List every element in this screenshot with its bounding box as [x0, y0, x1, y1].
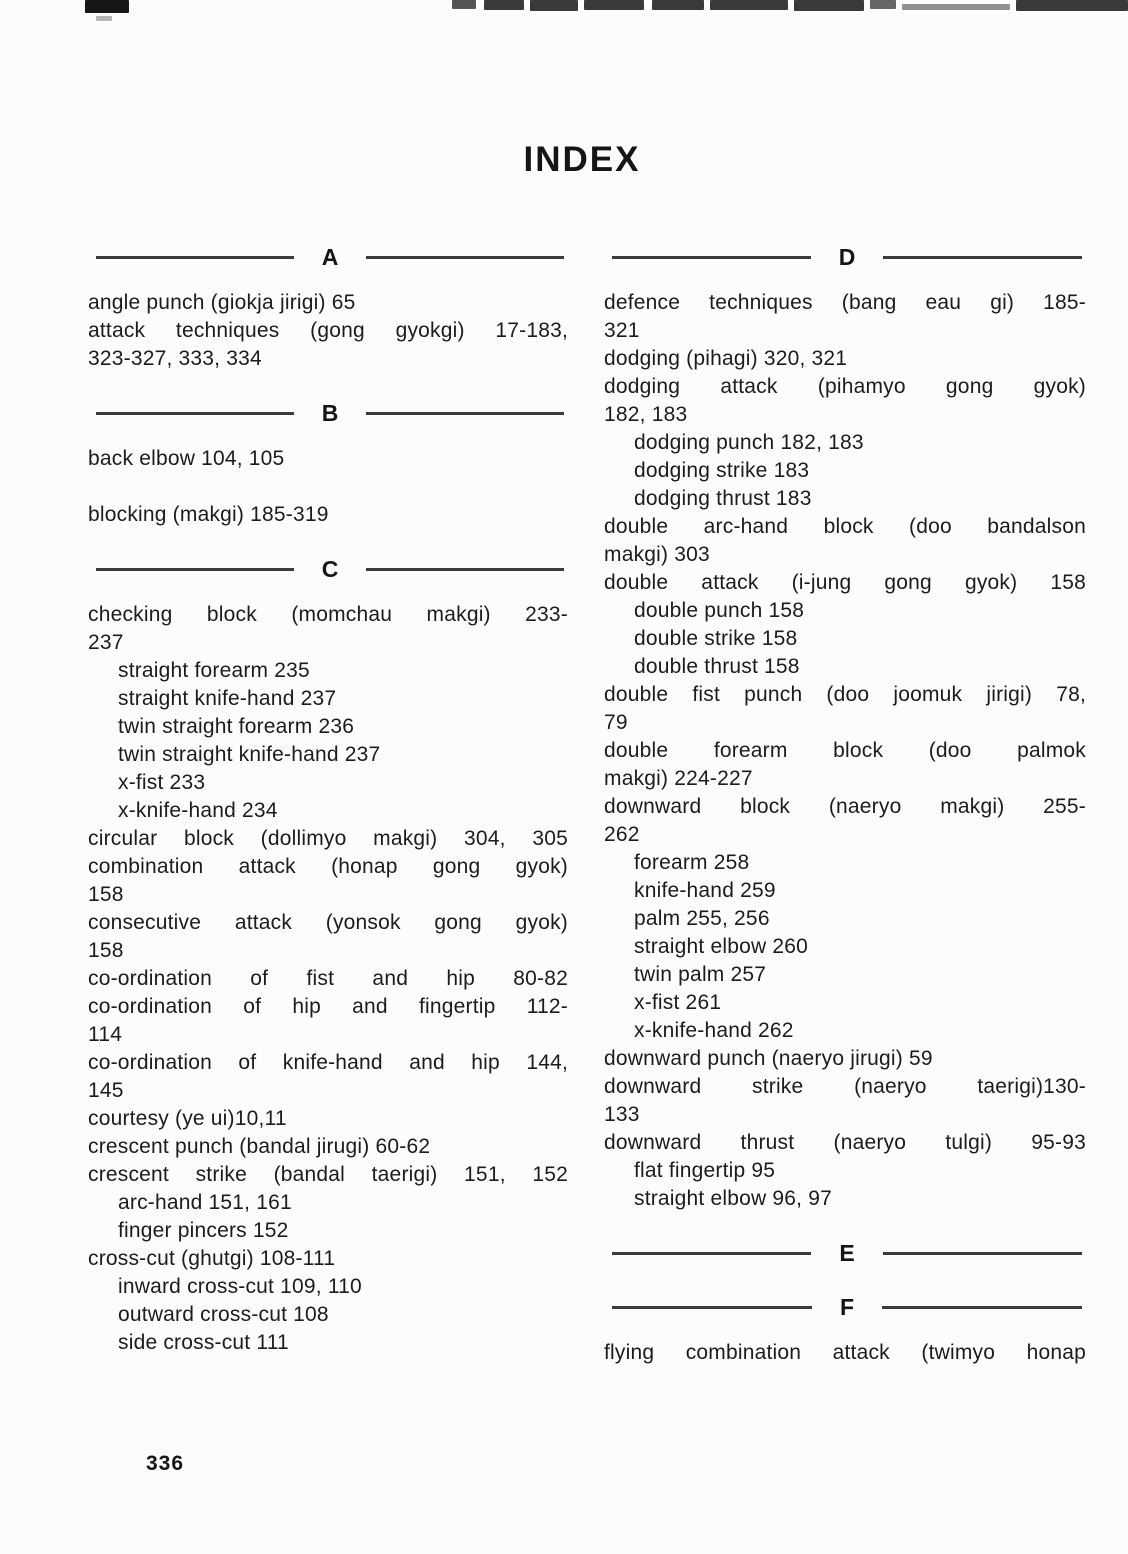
index-entry-line: double fist punch (doo joomuk jirigi) 78, [604, 683, 1086, 706]
index-entry-line: twin palm 257 [634, 963, 767, 986]
section-entries [88, 289, 568, 373]
index-entry-line: 79 [604, 711, 628, 734]
index-entry-line: attack techniques (gong gyokgi) 17-183, [88, 319, 568, 342]
scan-artifact [794, 0, 864, 11]
section-letter: C [321, 556, 339, 582]
index-entry-line: 262 [604, 823, 640, 846]
index-entry-line: back elbow 104, 105 [88, 447, 285, 470]
index-entry-line: flying combination attack (twimyo honap [604, 1341, 1086, 1364]
index-section [604, 243, 1086, 1213]
index-entry-line: arc-hand 151, 161 [118, 1191, 292, 1214]
entry-spacer [88, 473, 568, 501]
index-entry-line: 182, 183 [604, 403, 688, 426]
index-entry-line: palm 255, 256 [634, 907, 770, 930]
index-entry-line: dodging thrust 183 [634, 487, 812, 510]
index-section [88, 243, 568, 373]
index-entry-line: x-fist 261 [634, 991, 722, 1014]
index-entry-line: dodging (pihagi) 320, 321 [604, 347, 848, 370]
scan-artifact [452, 0, 476, 9]
section-entries [604, 1339, 1086, 1367]
index-entry-line: combination attack (honap gong gyok) [88, 855, 568, 878]
index-entry-line: straight knife-hand 237 [118, 687, 337, 710]
index-entry-line: angle punch (giokja jirigi) 65 [88, 291, 356, 314]
index-entry-line: consecutive attack (yonsok gong gyok) [88, 911, 568, 934]
section-entries [88, 445, 568, 529]
index-entry-line: blocking (makgi) 185-319 [88, 503, 329, 526]
page-title: INDEX [523, 140, 641, 179]
header-rule-left [612, 256, 811, 259]
index-entry-line: 133 [604, 1103, 640, 1126]
index-entry-line: outward cross-cut 108 [118, 1303, 329, 1326]
index-entry-line: double thrust 158 [634, 655, 800, 678]
index-entry-line: courtesy (ye ui)10,11 [88, 1107, 287, 1130]
index-entry-line: co-ordination of knife-hand and hip 144, [88, 1051, 568, 1074]
index-entry-line: side cross-cut 111 [118, 1331, 289, 1354]
index-entry-line: knife-hand 259 [634, 879, 776, 902]
scan-artifact [652, 0, 704, 10]
index-entry-line: 145 [88, 1079, 124, 1102]
header-rule-left [612, 1306, 812, 1309]
header-rule-right [883, 256, 1082, 259]
index-entry-line: forearm 258 [634, 851, 750, 874]
header-rule-left [96, 256, 294, 259]
index-entry-line: 323-327, 333, 334 [88, 347, 262, 370]
index-entry-line: crescent punch (bandal jirugi) 60-62 [88, 1135, 431, 1158]
scan-artifact [584, 0, 644, 10]
index-entry-line: double strike 158 [634, 627, 798, 650]
header-rule-left [96, 412, 294, 415]
scan-artifact [870, 0, 896, 9]
index-entry-line: x-knife-hand 262 [634, 1019, 794, 1042]
header-rule-left [612, 1252, 811, 1255]
section-header [96, 555, 564, 583]
section-entries [604, 289, 1086, 1213]
page-number: 336 [146, 1452, 185, 1475]
section-header [612, 243, 1082, 271]
scan-artifact [710, 0, 788, 10]
index-entry-line: makgi) 303 [604, 543, 710, 566]
index-entry-line: defence techniques (bang eau gi) 185- [604, 291, 1086, 314]
right-column [604, 243, 1086, 1367]
scan-artifact [902, 4, 1010, 10]
section-letter: D [838, 244, 856, 270]
header-rule-right [366, 568, 564, 571]
scan-artifact [1016, 0, 1128, 11]
index-entry-line: straight forearm 235 [118, 659, 310, 682]
section-letter: E [839, 1240, 855, 1266]
index-entry-line: dodging strike 183 [634, 459, 810, 482]
index-entry-line: 158 [88, 939, 124, 962]
index-entry-line: straight elbow 260 [634, 935, 809, 958]
header-rule-right [366, 256, 564, 259]
scan-artifact [85, 0, 129, 13]
index-entry-line: downward thrust (naeryo tulgi) 95-93 [604, 1131, 1086, 1154]
index-entry-line: makgi) 224-227 [604, 767, 753, 790]
section-letter: A [321, 244, 339, 270]
index-entry-line: double arc-hand block (doo bandalson [604, 515, 1086, 538]
index-section [88, 399, 568, 529]
index-entry-line: x-knife-hand 234 [118, 799, 278, 822]
section-header [612, 1293, 1082, 1321]
index-entry-line: dodging punch 182, 183 [634, 431, 864, 454]
index-entry-line: 114 [88, 1023, 123, 1046]
index-entry-line: 158 [88, 883, 124, 906]
scan-artifact [484, 0, 524, 10]
index-entry-line: downward strike (naeryo taerigi)130- [604, 1075, 1086, 1098]
index-entry-line: circular block (dollimyo makgi) 304, 305 [88, 827, 568, 850]
index-entry-line: double attack (i-jung gong gyok) 158 [604, 571, 1086, 594]
scan-artifact [530, 0, 578, 11]
header-rule-right [882, 1306, 1082, 1309]
index-entry-line: downward block (naeryo makgi) 255- [604, 795, 1086, 818]
section-header [612, 1239, 1082, 1267]
section-header [96, 399, 564, 427]
index-section [604, 1239, 1086, 1267]
section-letter: F [839, 1294, 855, 1320]
index-entry-line: double punch 158 [634, 599, 805, 622]
index-entry-line: 321 [604, 319, 640, 342]
index-entry-line: twin straight forearm 236 [118, 715, 355, 738]
index-entry-line: straight elbow 96, 97 [634, 1187, 832, 1210]
index-entry-line: twin straight knife-hand 237 [118, 743, 381, 766]
index-entry-line: checking block (momchau makgi) 233- [88, 603, 568, 626]
index-section [88, 555, 568, 1357]
index-entry-line: downward punch (naeryo jirugi) 59 [604, 1047, 933, 1070]
index-entry-line: inward cross-cut 109, 110 [118, 1275, 362, 1298]
index-entry-line: co-ordination of hip and fingertip 112- [88, 995, 568, 1018]
index-entry-line: double forearm block (doo palmok [604, 739, 1086, 762]
index-entry-line: x-fist 233 [118, 771, 206, 794]
section-letter: B [321, 400, 339, 426]
index-entry-line: flat fingertip 95 [634, 1159, 776, 1182]
section-header [96, 243, 564, 271]
header-rule-right [366, 412, 564, 415]
header-rule-right [883, 1252, 1082, 1255]
index-entry-line: co-ordination of fist and hip 80-82 [88, 967, 568, 990]
section-entries [88, 601, 568, 1357]
index-entry-line: crescent strike (bandal taerigi) 151, 152 [88, 1163, 568, 1186]
left-column [88, 243, 568, 1357]
index-entry-line: 237 [88, 631, 124, 654]
scan-artifact [96, 16, 112, 21]
index-entry-line: cross-cut (ghutgi) 108-111 [88, 1247, 336, 1270]
index-entry-line: finger pincers 152 [118, 1219, 289, 1242]
index-entry-line: dodging attack (pihamyo gong gyok) [604, 375, 1086, 398]
index-section [604, 1293, 1086, 1367]
header-rule-left [96, 568, 294, 571]
